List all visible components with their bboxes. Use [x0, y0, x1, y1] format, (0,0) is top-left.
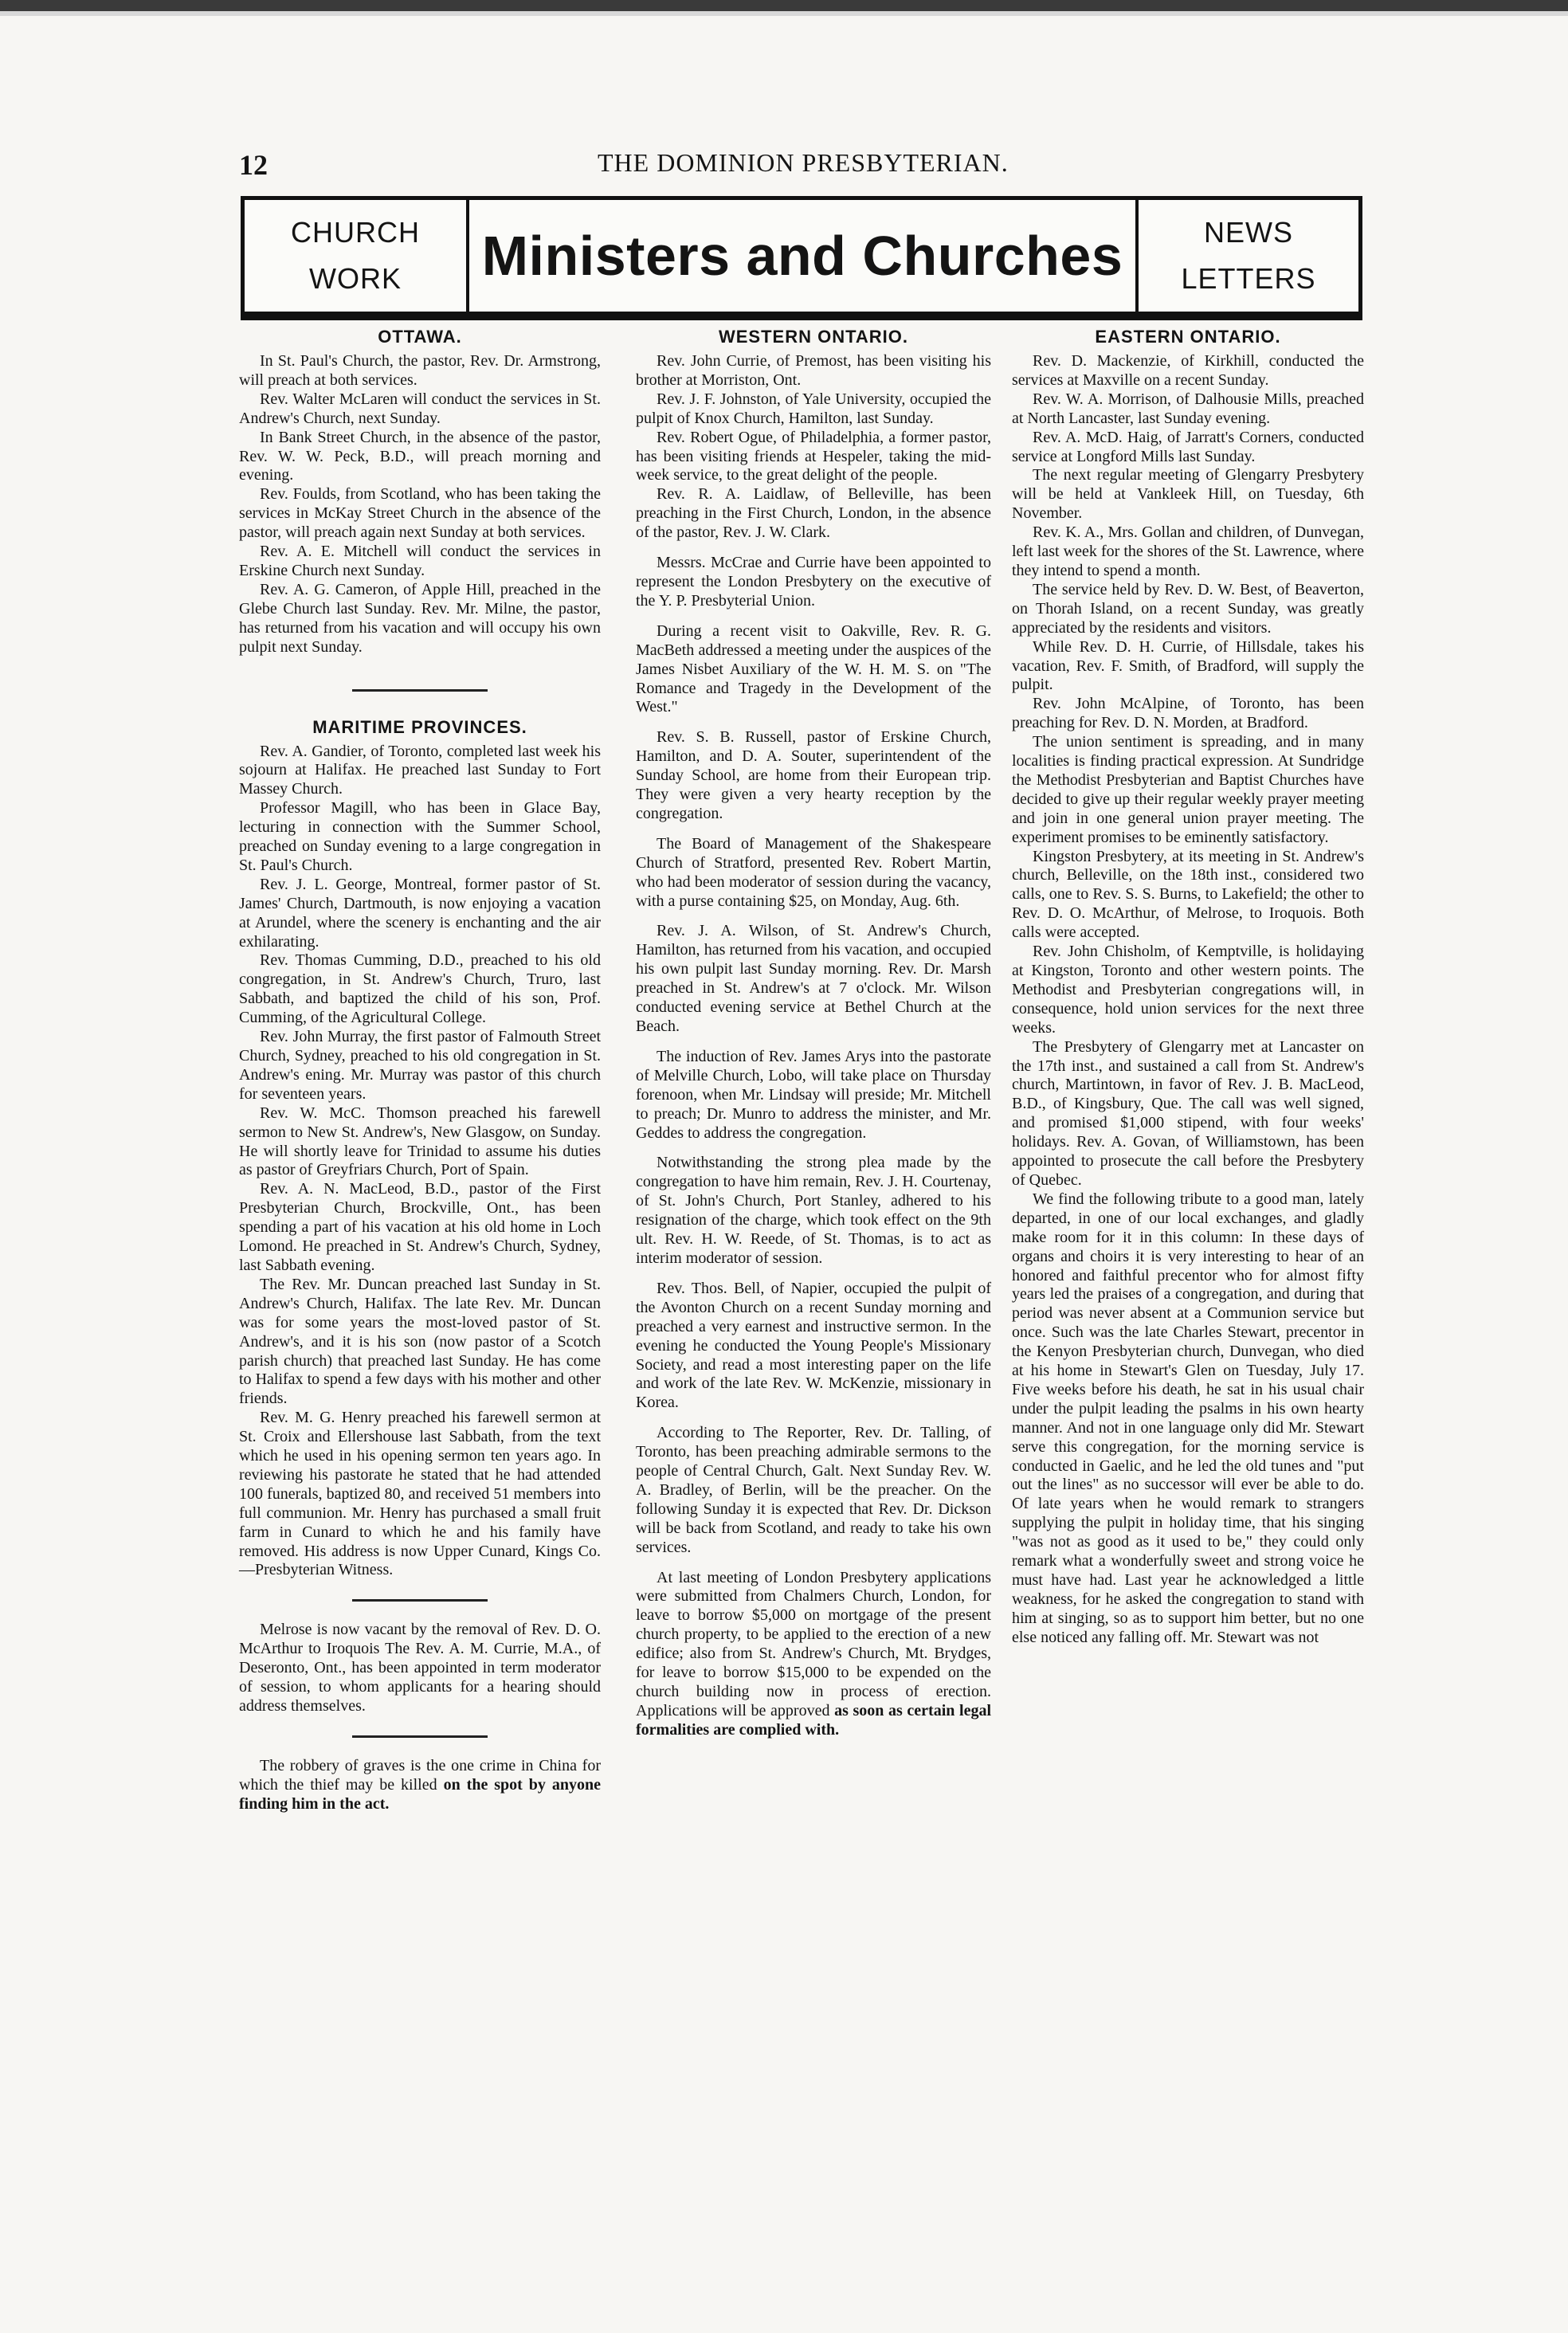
spacer: [636, 1143, 991, 1154]
banner-bottom-rule: [241, 316, 1362, 320]
article-paragraph: The induction of Rev. James Arys into the pastorate of Melville Church, Lobo, will take place on Thursday forenoon, when Mr. Lindsay will preside; Mr. Mitchell to preach; Dr. Munro to address the minister, and Mr. Geddes to address the congregation.: [636, 1047, 991, 1142]
spacer: [636, 611, 991, 622]
section-banner: [241, 196, 1362, 316]
article-paragraph: Messrs. McCrae and Currie have been appointed to represent the London Presbytery on the executive of the Y. P. Presbyterial Union.: [636, 554, 991, 610]
article-paragraph: Rev. D. Mackenzie, of Kirkhill, conducted the services at Maxville on a recent Sunday.: [1012, 352, 1364, 389]
column-western-ontario: [636, 325, 991, 1740]
article-paragraph: Rev. Robert Ogue, of Philadelphia, a former pastor, has been visiting friends at Hespeler, taking the mid-week service, to the great delight of the people.: [636, 428, 991, 484]
article-paragraph: Rev. John Chisholm, of Kemptville, is holidaying at Kingston, Toronto and other western points. The Methodist and Presbyterian congregations will, in consequence, hold union services for the next three weeks.: [1012, 943, 1364, 1037]
banner-right-box: [1135, 200, 1358, 312]
article-paragraph: The Presbytery of Glengarry met at Lancaster on the 17th inst., and sustained a call from St. Andrew's church, Martintown, in favor of Rev. J. B. MacLeod, B.D., of Kingsbury, Que. The call was well signed, and promised $1,000 stipend, with four weeks' holidays. Rev. A. Govan, of Williamstown, has been appointed to prosecute the call before the Presbytery of Quebec.: [1012, 1037, 1364, 1189]
column-heading-maritime: MARITIME PROVINCES.: [312, 716, 527, 737]
page-header: [239, 148, 1370, 180]
spacer: [636, 1413, 991, 1424]
article-paragraph: Rev. R. A. Laidlaw, of Belleville, has been preaching in the First Church, London, in the absence of the pastor, Rev. J. W. Clark.: [636, 485, 991, 542]
banner-left-line-2: WORK: [309, 262, 402, 295]
article-paragraph: Rev. Walter McLaren will conduct the services in St. Andrew's Church, next Sunday.: [239, 390, 601, 427]
article-paragraph: In Bank Street Church, in the absence of the pastor, Rev. W. W. Peck, B.D., will preach morning and evening.: [239, 428, 601, 484]
article-paragraph: Notwithstanding the strong plea made by the congregation to have him remain, Rev. J. H. Courtenay, of St. John's Church, Port Stanley, adhered to his resignation of the charge, which took effect on the 9th ult. Rev. H. W. Reede, of St. Thomas, is to act as interim moderator of session.: [636, 1154, 991, 1267]
article-paragraph: Rev. J. F. Johnston, of Yale University, occupied the pulpit of Knox Church, Hamilton, last Sunday.: [636, 390, 991, 427]
banner-right-line-1: NEWS: [1204, 216, 1293, 249]
london-presbytery-text-bold: as soon as certain legal formalities are complied with.: [636, 1701, 991, 1739]
article-paragraph: The next regular meeting of Glengarry Presbytery will be held at Vankleek Hill, on Tuesday, 6th November.: [1012, 466, 1364, 523]
article-paragraph: Rev. A. McD. Haig, of Jarratt's Corners, conducted service at Longford Mills last Sunday.: [1012, 428, 1364, 465]
banner-left-line-1: CHURCH: [291, 216, 420, 249]
section-divider: [352, 1599, 488, 1602]
article-paragraph: Professor Magill, who has been in Glace Bay, lecturing in connection with the Summer School, preached on Sunday evening to a large congregation in St. Paul's Church.: [239, 799, 601, 874]
article-paragraph: Rev. John Murray, the first pastor of Falmouth Street Church, Sydney, preached to his old congregation in St. Andrew's ening. Mr. Murray was pastor of this church for seventeen years.: [239, 1028, 601, 1103]
article-paragraph: Rev. A. G. Cameron, of Apple Hill, preached in the Glebe Church last Sunday. Rev. Mr. Milne, the pastor, has returned from his vacation and will occupy his own pulpit next Sunday.: [239, 580, 601, 656]
column-heading-western: WESTERN ONTARIO.: [718, 327, 909, 347]
article-paragraph: The service held by Rev. D. W. Best, of Beaverton, on Thorah Island, on a recent Sunday, was greatly appreciated by the residents and visitors.: [1012, 580, 1364, 637]
article-paragraph: While Rev. D. H. Currie, of Hillsdale, takes his vacation, Rev. F. Smith, of Bradford, will supply the pulpit.: [1012, 637, 1364, 694]
article-paragraph: Rev. A. N. MacLeod, B.D., pastor of the First Presbyterian Church, Brockville, Ont., has been spending a part of his vacation at his old home in Loch Lomond. He preached in St. Andrew's Church, Sydney, last Sabbath evening.: [239, 1180, 601, 1274]
publication-title: THE DOMINION PRESBYTERIAN.: [598, 148, 1009, 177]
column-heading-eastern: EASTERN ONTARIO.: [1095, 327, 1281, 347]
article-paragraph: The Rev. Mr. Duncan preached last Sunday in St. Andrew's Church, Halifax. The late Rev. Mr. Duncan was for some years the most-loved pastor of St. Andrew's, and it is his son (now pastor of a Scotch parish church) that preached last Sunday. He has come to Halifax to spend a few days with his mother and other friends.: [239, 1275, 601, 1408]
robbery-text: The robbery of graves is the one crime in China for which the thief may be killed: [239, 1756, 601, 1794]
article-paragraph: Kingston Presbytery, at its meeting in St. Andrew's church, Belleville, on the 18th inst., considered two calls, one to Rev. S. S. Burns, to Lakefield; the other to Rev. D. O. McArthur, of Melrose, to Iroquois. Both calls were accepted.: [1012, 847, 1364, 942]
scan-edge-top: [0, 0, 1568, 11]
article-paragraph: Rev. Thomas Cumming, D.D., preached to his old congregation, in St. Andrew's Church, Truro, last Sabbath, and baptized the child of his son, Prof. Cumming, of the Agricultural College.: [239, 951, 601, 1027]
article-paragraph: Rev. W. A. Morrison, of Dalhousie Mills, preached at North Lancaster, last Sunday evening.: [1012, 390, 1364, 427]
article-paragraph: Rev. A. E. Mitchell will conduct the services in Erskine Church next Sunday.: [239, 543, 601, 579]
article-paragraph: We find the following tribute to a good man, lately departed, in one of our local exchanges, and gladly make room for it in this column: In these days of organs and choirs it is very interesting to hear of an honored and faithful precentor who for almost fifty years led the praises of a congregation, and during that period was never absent at a Communion service but once. Such was the late Charles Stewart, precentor in the Kenyon Presbyterian church, Dunvegan, who died at his home in Stewart's Glen on Tuesday, July 17. Five weeks before his death, he sat in his usual chair under the pulpit leading the psalms in his own hearty manner. And not in one language only did Mr. Stewart serve this congregation, for the morning service is conducted in Gaelic, and he led the old tunes and "put out the lines" as no successor will ever be able to do. Of late years when he would remark to strangers supplying the pulpit in holiday time, that his singing "was not as good as it used to be," they could only remark what a wonderfully sweet and strong voice he must have had. Last year he acknowledged a little weakness, for he asked the congregation to stand with him at singing, so as to support him better, but no one else noticed any falling off. Mr. Stewart was not: [1012, 1190, 1364, 1646]
column-ottawa-maritime: [239, 325, 601, 1814]
spacer: [636, 717, 991, 728]
scan-edge-shadow: [0, 11, 1568, 16]
section-title: Ministers and Churches: [481, 225, 1123, 287]
spacer: [636, 1558, 991, 1569]
article-paragraph: Rev. Thos. Bell, of Napier, occupied the pulpit of the Avonton Church on a recent Sunday morning and preached a very earnest and instructive sermon. In the evening he conducted the Young People's Missionary Society, and read a most interesting paper on the life and work of the late Rev. W. McKenzie, missionary in Korea.: [636, 1279, 991, 1412]
article-paragraph: Rev. A. Gandier, of Toronto, completed last week his sojourn at Halifax. He preached last Sunday to Fort Massey Church.: [239, 742, 601, 798]
page-number: 12: [239, 149, 268, 181]
article-paragraph: Rev. J. L. George, Montreal, former pastor of St. James' Church, Dartmouth, is now enjoying a vacation at Arundel, where the scenery is enchanting and the air exhilarating.: [239, 875, 601, 951]
spacer: [636, 543, 991, 554]
article-paragraph: Rev. Foulds, from Scotland, who has been taking the services in McKay Street Church in the absence of the pastor, will preach again next Sunday at both services.: [239, 485, 601, 542]
article-paragraph: The Board of Management of the Shakespeare Church of Stratford, presented Rev. Robert Martin, who had been moderator of session during the vacancy, with a purse containing $25, on Monday, Aug. 6th.: [636, 834, 991, 910]
section-divider: [352, 689, 488, 692]
article-paragraph: Rev. John McAlpine, of Toronto, has been preaching for Rev. D. N. Morden, at Bradford.: [1012, 695, 1364, 732]
article-paragraph: According to The Reporter, Rev. Dr. Talling, of Toronto, has been preaching admirable sermons to the people of Central Church, Galt. Next Sunday Rev. W. A. Bradley, of Berlin, will be the preacher. On the following Sunday it is expected that Rev. Dr. Dickson will be back from Scotland, and ready to take his own services.: [636, 1424, 991, 1556]
article-paragraph: [239, 1757, 601, 1814]
spacer: [636, 911, 991, 922]
article-paragraph: Rev. M. G. Henry preached his farewell sermon at St. Croix and Ellershouse last Sabbath, from the text which he used in his opening sermon ten years ago. In reviewing his pastorate he stated that he had attended 100 funerals, baptized 80, and received 51 members into full communion. Mr. Henry has purchased a small fruit farm in Cunard to which he and his family have removed. His address is now Upper Cunard, Kings Co.—Presbyterian Witness.: [239, 1409, 601, 1579]
article-paragraph: The union sentiment is spreading, and in many localities is finding practical expression. At Sundridge the Methodist Presbyterian and Baptist Churches have decided to give up their regular weekly prayer meeting and join in one general union prayer meeting. The experiment promises to be eminently satisfactory.: [1012, 733, 1364, 846]
column-heading-ottawa: OTTAWA.: [378, 327, 462, 347]
article-paragraph: Rev. W. McC. Thomson preached his farewell sermon to New St. Andrew's, New Glasgow, on Sunday. He will shortly leave for Trinidad to assume his duties as pastor of Greyfriars Church, Port of Spain.: [239, 1104, 601, 1179]
article-paragraph: Rev. John Currie, of Premost, has been visiting his brother at Morriston, Ont.: [636, 352, 991, 389]
article-paragraph: Rev. J. A. Wilson, of St. Andrew's Church, Hamilton, has returned from his vacation, and occupied his own pulpit last Sunday morning. Rev. Dr. Marsh preached in St. Andrew's at 7 o'clock. Mr. Wilson conducted evening service at Bethel Church at the Beach.: [636, 922, 991, 1035]
article-paragraph: Rev. K. A., Mrs. Gollan and children, of Dunvegan, left last week for the shores of the St. Lawrence, where they intend to spend a month.: [1012, 523, 1364, 579]
column-eastern-ontario: [1012, 325, 1364, 1648]
article-paragraph: Melrose is now vacant by the removal of Rev. D. O. McArthur to Iroquois The Rev. A. M. Currie, M.A., of Deseronto, Ont., has been appointed in term moderator of session, to whom applicants for a hearing should address themselves.: [239, 1621, 601, 1715]
article-paragraph: Rev. S. B. Russell, pastor of Erskine Church, Hamilton, and D. A. Souter, superintendent of the Sunday School, are home from their European trip. They were given a very hearty reception by the congregation.: [636, 728, 991, 822]
spacer: [636, 824, 991, 835]
section-divider: [352, 1735, 488, 1738]
banner-left-box: [245, 200, 469, 312]
article-paragraph: [636, 1569, 991, 1740]
spacer: [636, 1037, 991, 1048]
london-presbytery-text: At last meeting of London Presbytery applications were submitted from Chalmers Church, London, for leave to borrow $5,000 on mortgage of the present church property, to be applied to the erection of a new edifice; also from St. Andrew's Church, Mt. Brydges, for leave to borrow $15,000 to be expended on the church building now in process of erection. Applications will be approved: [636, 1568, 991, 1719]
banner-right-line-2: LETTERS: [1181, 262, 1316, 295]
spacer: [636, 1268, 991, 1280]
article-paragraph: In St. Paul's Church, the pastor, Rev. Dr. Armstrong, will preach at both services.: [239, 352, 601, 389]
article-paragraph: During a recent visit to Oakville, Rev. R. G. MacBeth addressed a meeting under the auspices of the James Nisbet Auxiliary of the W. H. M. S. on "The Romance and Tragedy in the Development of the West.": [636, 621, 991, 716]
robbery-text-bold: on the spot by anyone finding him in the act.: [239, 1775, 601, 1813]
